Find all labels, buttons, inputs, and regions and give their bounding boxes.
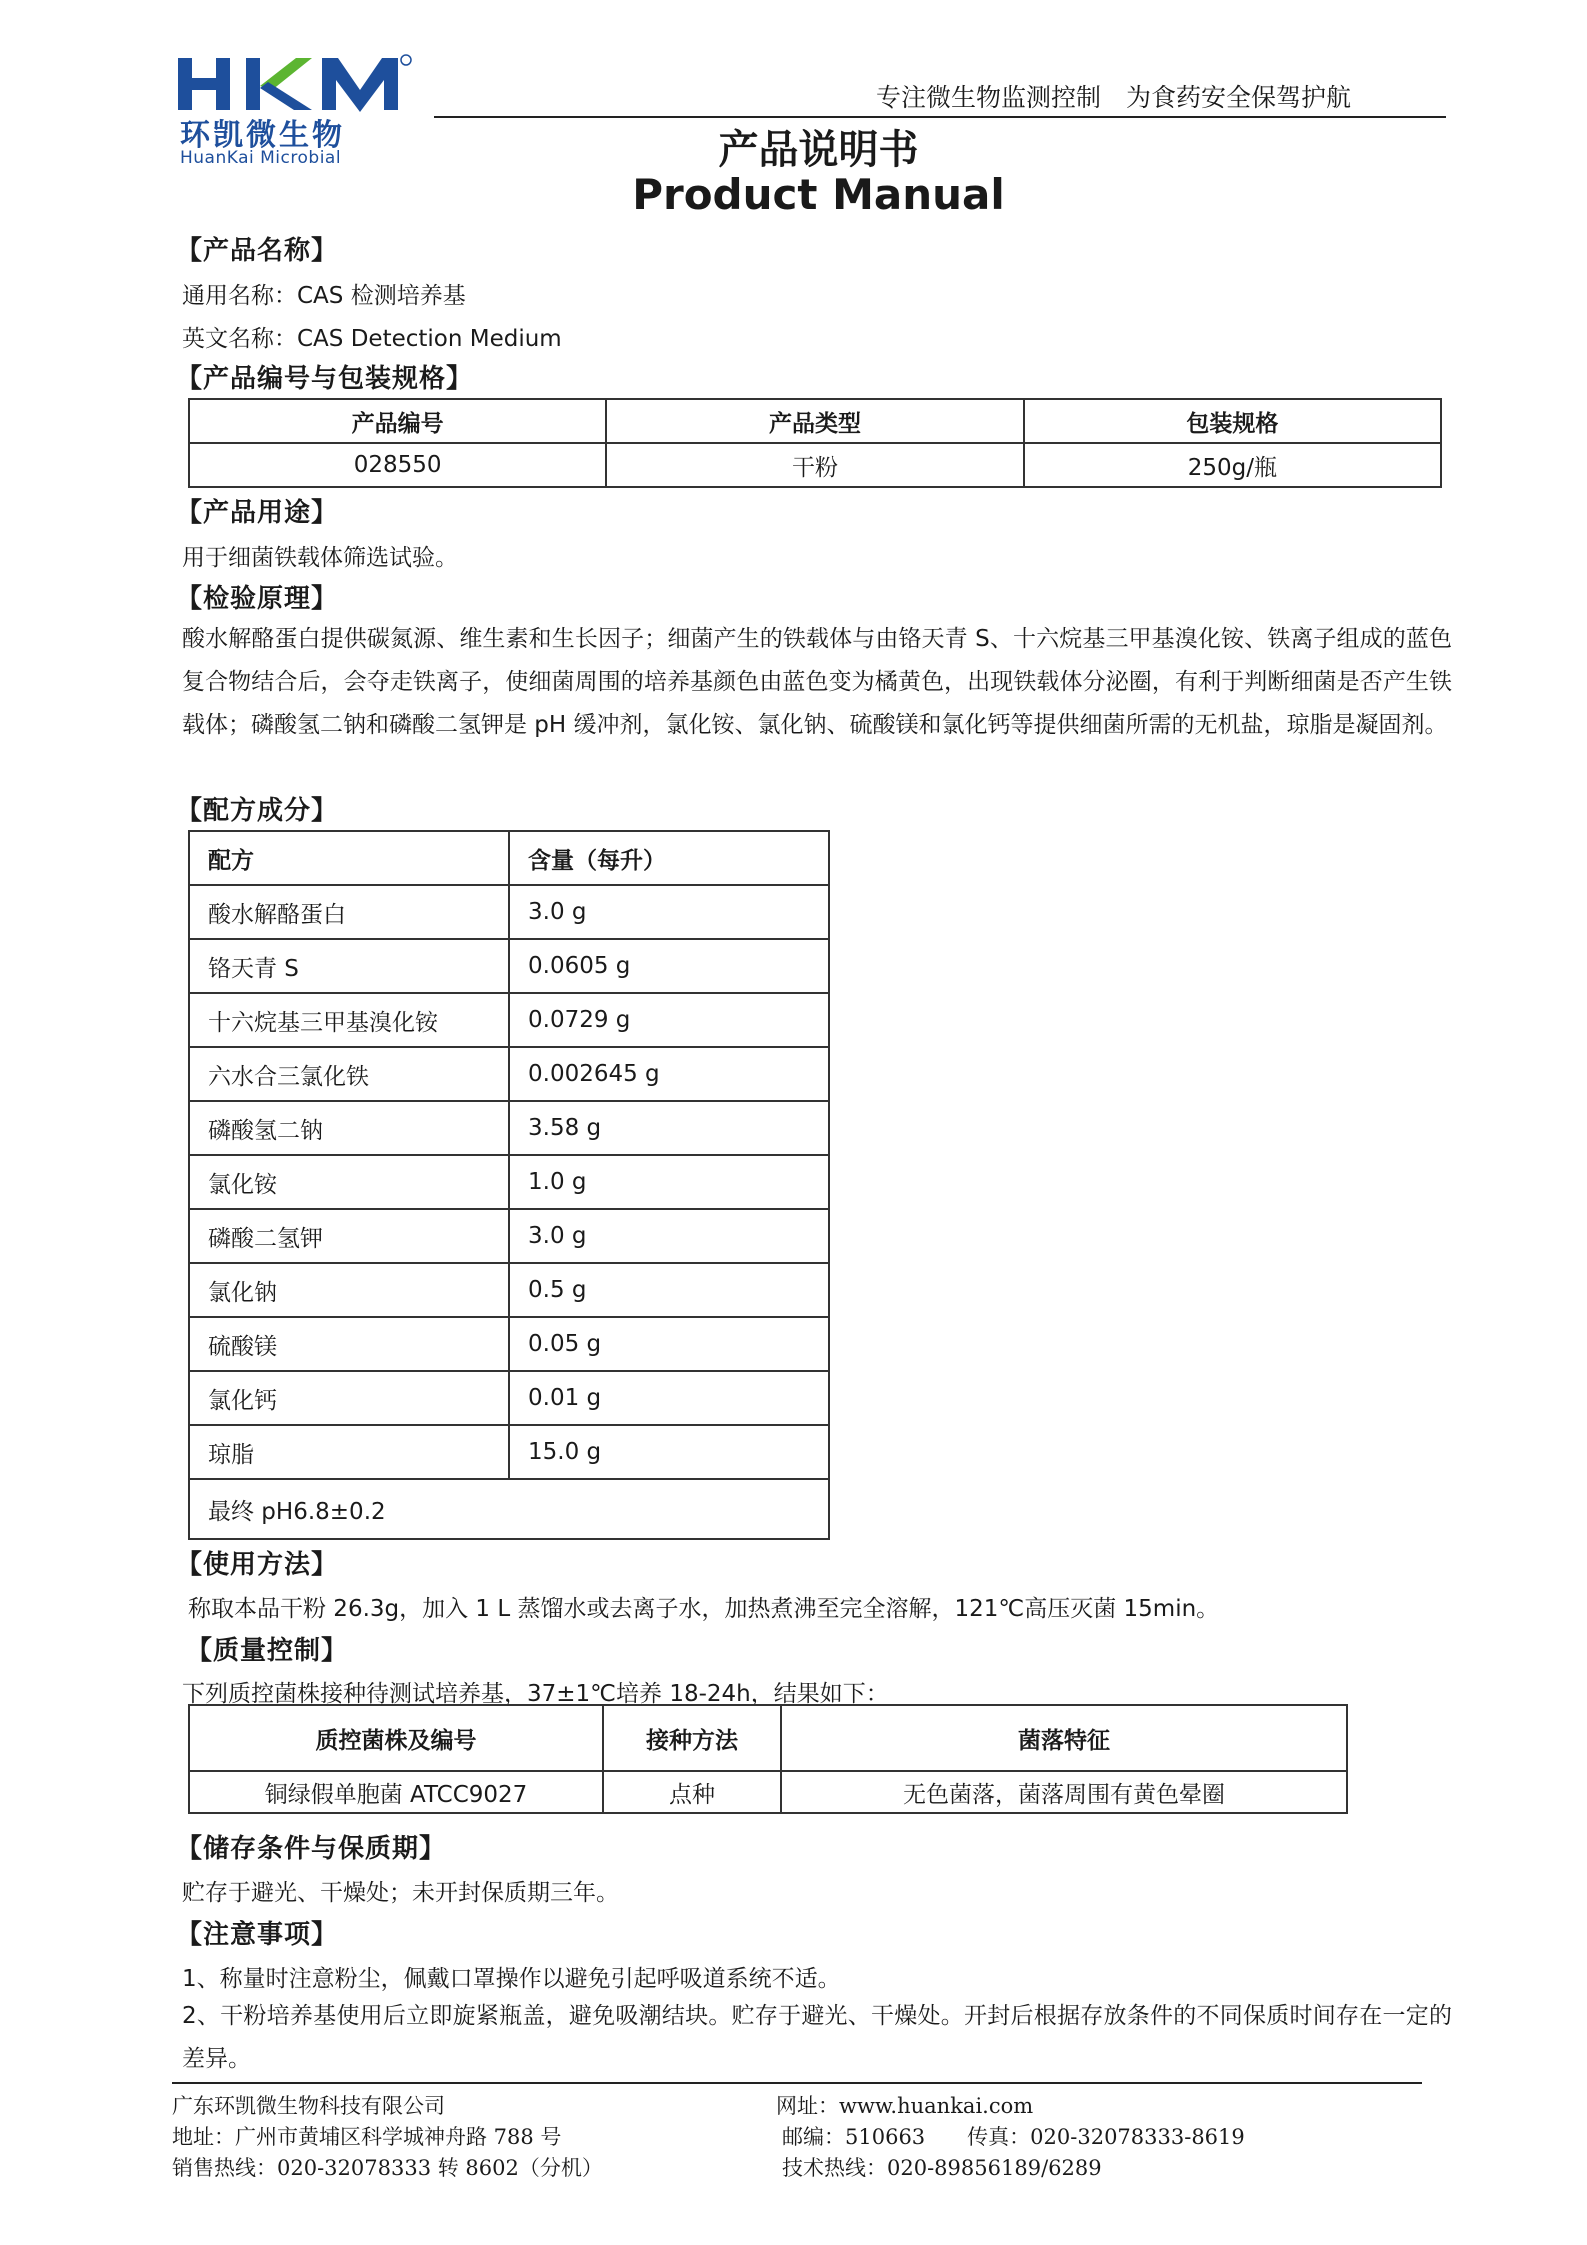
spec-table [188,398,1442,488]
title-english: Product Manual [632,170,1005,219]
ingredient-name: 磷酸二氢钾 [189,1209,509,1263]
logo-chinese-name: 环凯微生物 [180,118,345,153]
ingredient-amount: 0.05 g [509,1317,829,1371]
storage-text: 贮存于避光、干燥处；未开封保质期三年。 [182,1880,619,1906]
table-row [189,443,1441,487]
footer-sales-hotline: 销售热线：020-32078333 转 8602（分机） [172,2156,603,2180]
section-heading-spec: 【产品编号与包装规格】 [176,364,474,394]
footer-divider [172,2082,1422,2084]
english-name: 英文名称：CAS Detection Medium [182,326,562,352]
section-heading-notes: 【注意事项】 [176,1920,339,1950]
ingredient-name: 磷酸氢二钠 [189,1101,509,1155]
ingredient-amount: 3.0 g [509,1209,829,1263]
title-chinese: 产品说明书 [718,127,919,173]
section-heading-formula: 【配方成分】 [176,796,339,826]
company-slogan: 专注微生物监测控制 为食药安全保驾护航 [876,83,1352,112]
ingredient-amount: 0.002645 g [509,1047,829,1101]
ingredient-amount: 15.0 g [509,1425,829,1479]
formula-table [188,830,830,1540]
logo-english-name: HuanKai Microbial [180,148,342,168]
ingredient-amount: 0.5 g [509,1263,829,1317]
footer-postcode-fax: 邮编：510663 传真：020-32078333-8619 [782,2125,1245,2149]
table-row [189,1155,829,1209]
table-header-cell: 菌落特征 [781,1705,1347,1771]
ingredient-amount: 1.0 g [509,1155,829,1209]
table-cell: 干粉 [606,443,1023,487]
ingredient-name: 十六烷基三甲基溴化铵 [189,993,509,1047]
table-cell: 铜绿假单胞菌 ATCC9027 [189,1771,603,1813]
usage-text: 用于细菌铁载体筛选试验。 [182,545,458,571]
generic-name: 通用名称：CAS 检测培养基 [182,283,466,309]
footer-tech-hotline: 技术热线：020-89856189/6289 [782,2156,1102,2180]
section-heading-method: 【使用方法】 [176,1550,339,1580]
ingredient-amount: 0.01 g [509,1371,829,1425]
table-row [189,939,829,993]
table-row [189,1771,1347,1813]
ingredient-name: 六水合三氯化铁 [189,1047,509,1101]
ingredient-name: 酸水解酪蛋白 [189,885,509,939]
hkm-logo-mark [172,48,432,114]
ingredient-name: 琼脂 [189,1425,509,1479]
table-row [189,885,829,939]
ingredient-amount: 0.0605 g [509,939,829,993]
ingredient-name: 铬天青 S [189,939,509,993]
footer-address: 地址：广州市黄埔区科学城神舟路 788 号 [172,2125,562,2149]
table-row [189,1371,829,1425]
table-header-row [189,1705,1347,1771]
ingredient-amount: 3.58 g [509,1101,829,1155]
table-header-row [189,831,829,885]
table-header-cell: 质控菌株及编号 [189,1705,603,1771]
section-heading-product-name: 【产品名称】 [176,236,339,266]
table-header-cell: 配方 [189,831,509,885]
table-header-cell: 包装规格 [1024,399,1441,443]
table-cell: 无色菌落，菌落周围有黄色晕圈 [781,1771,1347,1813]
table-row [189,1317,829,1371]
ingredient-name: 氯化铵 [189,1155,509,1209]
table-cell: 028550 [189,443,606,487]
ingredient-name: 氯化钙 [189,1371,509,1425]
note-item: 2、干粉培养基使用后立即旋紧瓶盖，避免吸潮结块。贮存于避光、干燥处。开封后根据存放条件的不同保质时间存在一定的差异。 [182,2003,1452,2072]
table-row [189,1263,829,1317]
footer-website[interactable]: 网址：www.huankai.com [776,2094,1034,2118]
table-row [189,1101,829,1155]
table-row [189,1425,829,1479]
qc-table [188,1704,1348,1814]
table-header-cell: 接种方法 [603,1705,781,1771]
table-header-cell: 含量（每升） [509,831,829,885]
ingredient-amount: 3.0 g [509,885,829,939]
ingredient-name: 硫酸镁 [189,1317,509,1371]
table-header-cell: 产品类型 [606,399,1023,443]
table-header-cell: 产品编号 [189,399,606,443]
section-heading-storage: 【储存条件与保质期】 [176,1834,447,1864]
ingredient-amount: 0.0729 g [509,993,829,1047]
table-cell: 250g/瓶 [1024,443,1441,487]
final-ph: 最终 pH6.8±0.2 [189,1479,829,1539]
method-text: 称取本品干粉 26.3g，加入 1 L 蒸馏水或去离子水，加热煮沸至完全溶解，121℃高压灭菌 15min。 [188,1596,1220,1622]
table-cell: 点种 [603,1771,781,1813]
ingredient-name: 氯化钠 [189,1263,509,1317]
table-header-row [189,399,1441,443]
section-heading-principle: 【检验原理】 [176,584,339,614]
final-ph-row [189,1479,829,1539]
qc-intro: 下列质控菌株接种待测试培养基，37±1℃培养 18-24h，结果如下： [182,1681,889,1707]
table-row [189,1047,829,1101]
table-row [189,993,829,1047]
principle-text: 酸水解酪蛋白提供碳氮源、维生素和生长因子；细菌产生的铁载体与由铬天青 S、十六烷基三甲基溴化铵、铁离子组成的蓝色复合物结合后，会夺走铁离子，使细菌周围的培养基颜色由蓝色变为橘黄色，出现铁载体分泌圈，有利于判断细菌是否产生铁载体；磷酸氢二钠和磷酸二氢钾是 pH 缓冲剂，氯化铵、氯化钠、硫酸镁和氯化钙等提供细菌所需的无机盐，琼脂是凝固剂。 [182,626,1452,738]
section-heading-qc: 【质量控制】 [186,1636,349,1666]
table-row [189,1209,829,1263]
section-heading-usage: 【产品用途】 [176,498,339,528]
footer-company: 广东环凯微生物科技有限公司 [172,2094,445,2118]
note-item: 1、称量时注意粉尘，佩戴口罩操作以避免引起呼吸道系统不适。 [182,1966,841,1992]
